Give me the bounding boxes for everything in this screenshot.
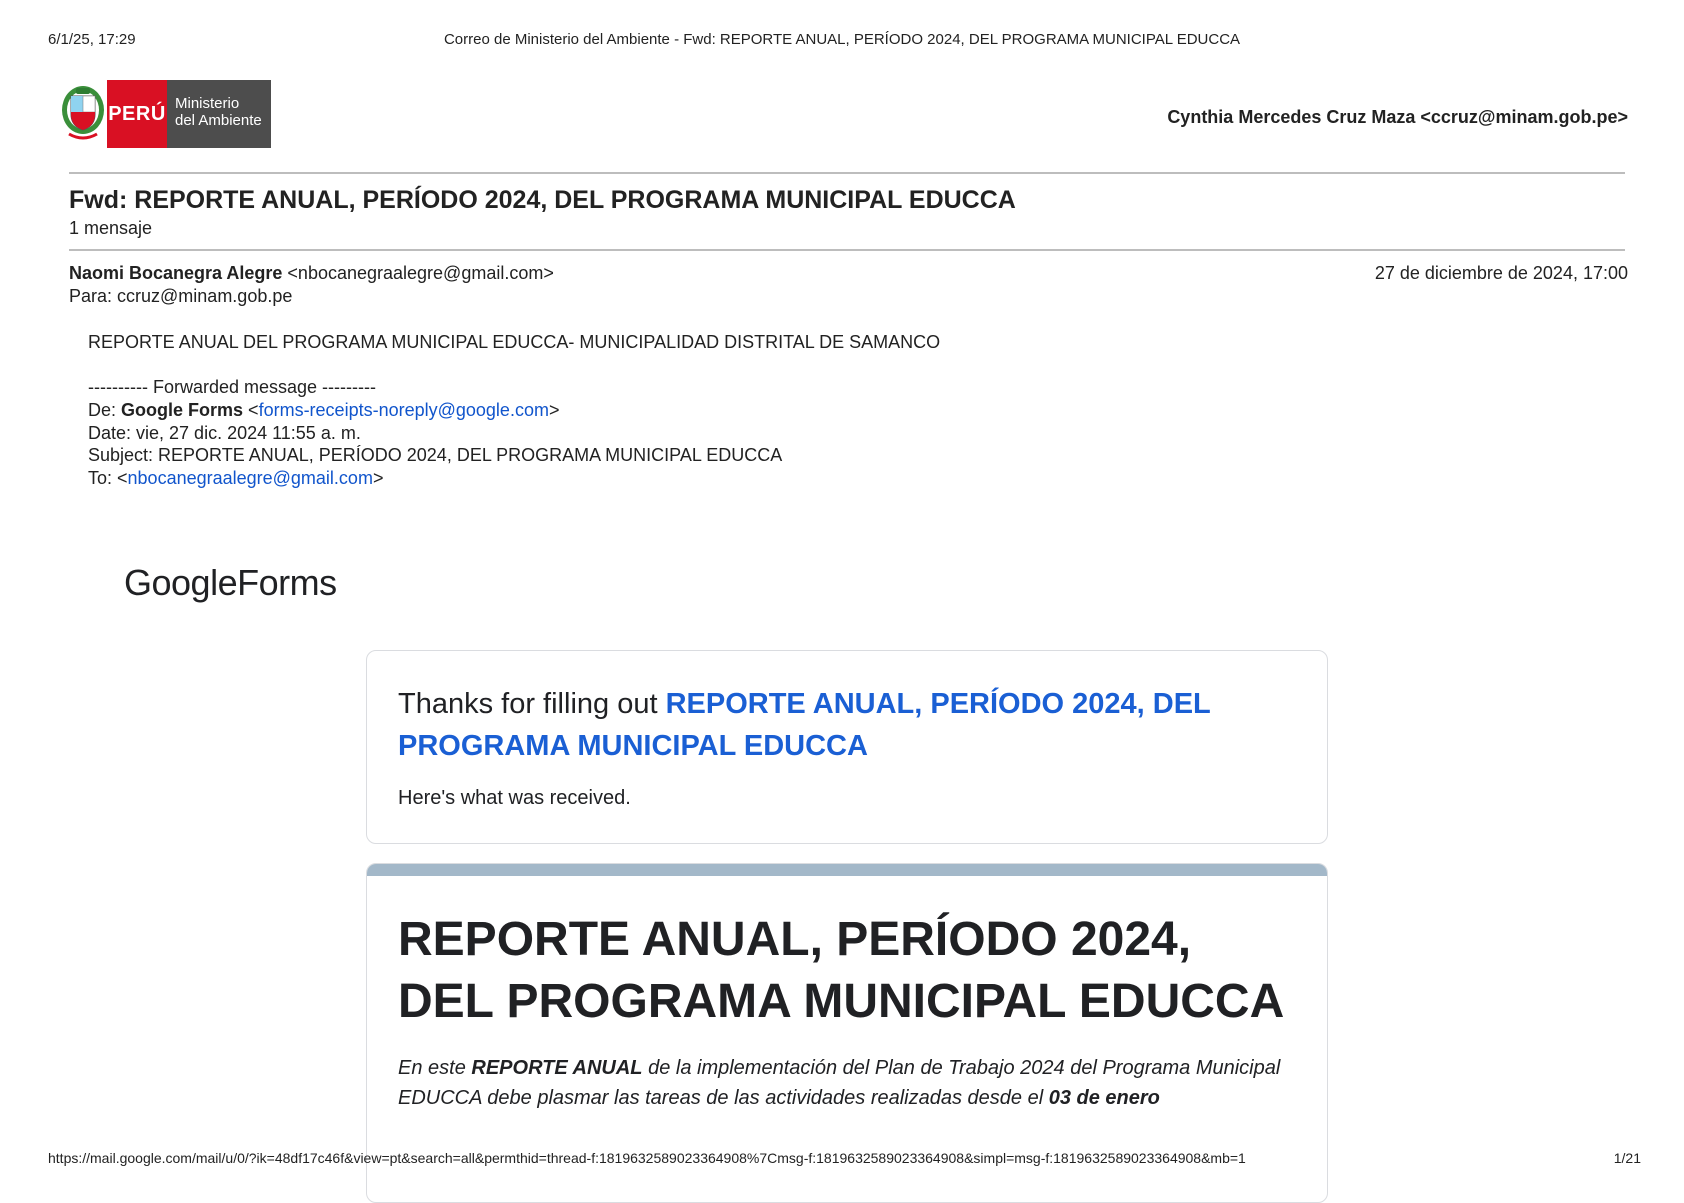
forwarded-to: To: <nbocanegraalegre@gmail.com> [88,468,384,488]
print-footer-url: https://mail.google.com/mail/u/0/?ik=48df17c46f&view=pt&search=all&permthid=thread-f:1819632589023364908%7Cmsg-f:1819632589023364908&simpl=msg-f:1819632589023364908&mb=1 [48,1150,1246,1166]
forwarded-subject: Subject: REPORTE ANUAL, PERÍODO 2024, DEL PROGRAMA MUNICIPAL EDUCCA [88,445,783,465]
forwarded-from: De: Google Forms <forms-receipts-noreply@google.com> [88,400,560,420]
message-sender [69,263,554,284]
confirmation-card [366,650,1328,844]
sender-email: <nbocanegraalegre@gmail.com> [287,263,554,283]
print-header-title: Correo de Ministerio del Ambiente - Fwd: REPORTE ANUAL, PERÍODO 2024, DEL PROGRAMA MUNICIPAL EDUCCA [443,31,1241,48]
form-description [398,1053,1298,1113]
divider [69,249,1625,251]
form-accent-bar [367,864,1327,876]
google-forms-brand-forms: Forms [237,562,337,603]
thread-subject: Fwd: REPORTE ANUAL, PERÍODO 2024, DEL PROGRAMA MUNICIPAL EDUCCA [69,186,1016,214]
form-title: REPORTE ANUAL, PERÍODO 2024, DEL PROGRAMA MUNICIPAL EDUCCA [398,913,1285,1028]
google-forms-logo [124,562,337,604]
ministry-line-1: Ministerio [175,95,240,112]
received-text: Here's what was received. [398,787,631,809]
ministry-label [167,80,271,148]
message-body-line: REPORTE ANUAL DEL PROGRAMA MUNICIPAL EDUCCA- MUNICIPALIDAD DISTRITAL DE SAMANCO [88,332,941,352]
message-date: 27 de diciembre de 2024, 17:00 [1374,263,1628,283]
thanks-message [398,683,1298,767]
print-header-datetime: 6/1/25, 17:29 [48,31,136,48]
intro-bold-2: 03 de enero [1048,1087,1160,1109]
intro-bold-1: REPORTE ANUAL [471,1057,643,1079]
forwarded-from-name: Google Forms [121,400,244,420]
coat-of-arms-icon [59,80,107,148]
forwarded-separator: ---------- Forwarded message --------- [88,377,376,397]
forwarded-to-label: To: [88,468,113,488]
thanks-prefix: Thanks for filling out [398,688,658,720]
message-count: 1 mensaje [69,218,153,238]
message-recipient: Para: ccruz@minam.gob.pe [69,286,293,306]
google-forms-brand-google: Google [124,562,238,603]
ministry-line-2: del Ambiente [175,112,262,129]
ministry-logo [59,80,271,148]
peru-label: PERÚ [107,80,167,148]
intro-text-2: de la implementación del Plan de Trabajo 2024 del Programa Municipal EDUCCA debe plasmar las tareas de las actividades realizadas desde el [398,1057,1281,1109]
forwarded-from-label: De: [88,400,117,420]
print-footer-page: 1/21 [1613,1150,1641,1166]
forwarded-date: Date: vie, 27 dic. 2024 11:55 a. m. [88,423,361,443]
form-name-link[interactable]: REPORTE ANUAL, PERÍODO 2024, DEL PROGRAMA MUNICIPAL EDUCCA [398,688,1211,762]
account-identity: Cynthia Mercedes Cruz Maza <ccruz@minam.gob.pe> [1167,107,1628,127]
forwarded-from-email-link[interactable]: forms-receipts-noreply@google.com [258,400,549,420]
forwarded-to-email-link[interactable]: nbocanegraalegre@gmail.com [127,468,373,488]
intro-text-1: En este [398,1057,466,1079]
sender-name: Naomi Bocanegra Alegre [69,263,283,283]
divider [69,172,1625,174]
